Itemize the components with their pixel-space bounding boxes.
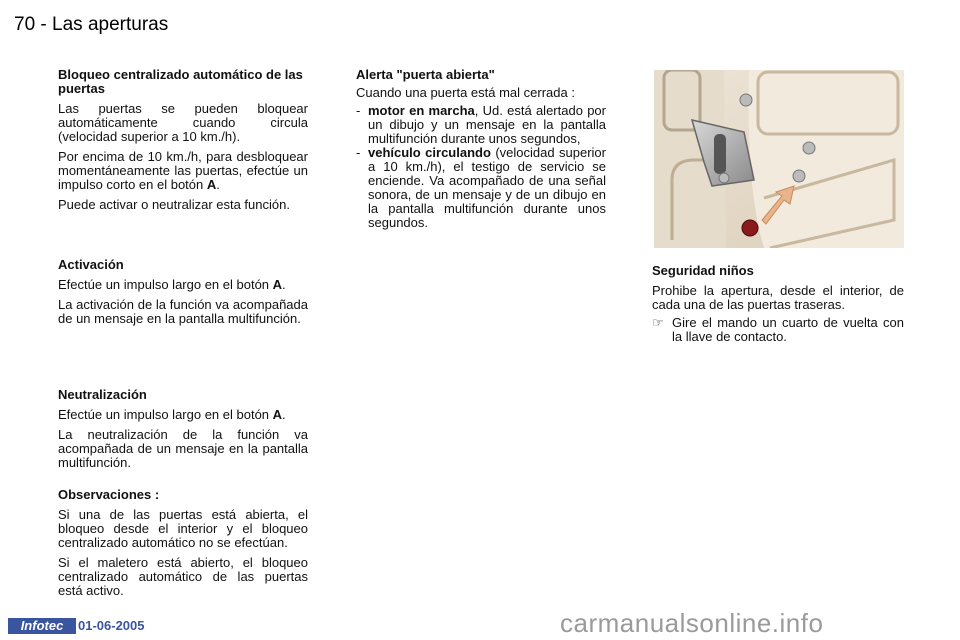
button-a-ref: A (206, 177, 217, 192)
section-title: Las aperturas (52, 14, 169, 35)
door-alert-item-driving: - vehículo circulando (velocidad superior a 10 km./h), el testigo de servicio se enciende. Va acompañado de una señal sonora, de un mensaje y de un dibujo en la pantalla multifunción durante unos segundos. (356, 145, 606, 230)
neutralization-section (58, 388, 308, 470)
child-safety-p1: Prohibe la apertura, desde el interior, de cada una de las puertas traseras. (652, 283, 904, 312)
door-edge-illustration (654, 70, 904, 248)
auto-lock-p1: Las puertas se pueden bloquear automáticamente cuando circula (velocidad superior a 10 km./h). (58, 101, 308, 144)
child-safety-title: Seguridad niños (652, 263, 754, 278)
button-a-ref: A (272, 407, 283, 422)
watermark: carmanualsonline.info (560, 608, 824, 638)
page-header (14, 14, 168, 36)
page-number: 70 (14, 14, 36, 35)
infotec-logo: Infotec (8, 618, 76, 634)
auto-lock-title: Bloqueo centralizado automático de las puertas (58, 67, 303, 96)
auto-lock-section (58, 68, 308, 212)
pointing-hand-icon: ☞ (652, 315, 664, 330)
child-safety-step: ☞ Gire el mando un cuarto de vuelta con la llave de contacto. (652, 315, 904, 344)
observations-section (58, 488, 308, 598)
observations-title: Observaciones : (58, 487, 160, 502)
door-alert-section (356, 68, 606, 230)
auto-lock-p3: Puede activar o neutralizar esta función. (58, 197, 290, 212)
door-alert-title: Alerta "puerta abierta" (356, 67, 495, 82)
neutralization-title: Neutralización (58, 387, 147, 402)
neutralization-p2: La neutralización de la función va acompañada de un mensaje en la pantalla multifunción. (58, 427, 308, 470)
observations-p1: Si una de las puertas está abierta, el bloqueo desde el interior y el bloqueo centralizado automático no se efectúan. (58, 507, 308, 550)
activation-p2: La activación de la función va acompañada de un mensaje en la pantalla multifunción. (58, 297, 308, 326)
child-lock-photo (654, 70, 904, 248)
activation-section (58, 258, 308, 326)
header-separator: - (40, 14, 47, 35)
door-alert-intro: Cuando una puerta está mal cerrada : (356, 85, 575, 100)
print-date: 01-06-2005 (78, 618, 145, 633)
auto-lock-p2: Por encima de 10 km./h, para desbloquear momentáneamente las puertas, efectúe un impulso corto en el botón A. (58, 149, 308, 192)
observations-p2: Si el maletero está abierto, el bloqueo centralizado automático de las puertas está activo. (58, 555, 308, 598)
button-a-ref: A (272, 277, 283, 292)
door-alert-item-engine: - motor en marcha, Ud. está alertado por un dibujo y un mensaje en la pantalla multifunción durante unos segundos, (356, 103, 606, 146)
neutralization-p1: Efectúe un impulso largo en el botón A. (58, 407, 286, 422)
activation-title: Activación (58, 257, 124, 272)
activation-p1: Efectúe un impulso largo en el botón A. (58, 277, 286, 292)
child-safety-section (652, 264, 904, 344)
